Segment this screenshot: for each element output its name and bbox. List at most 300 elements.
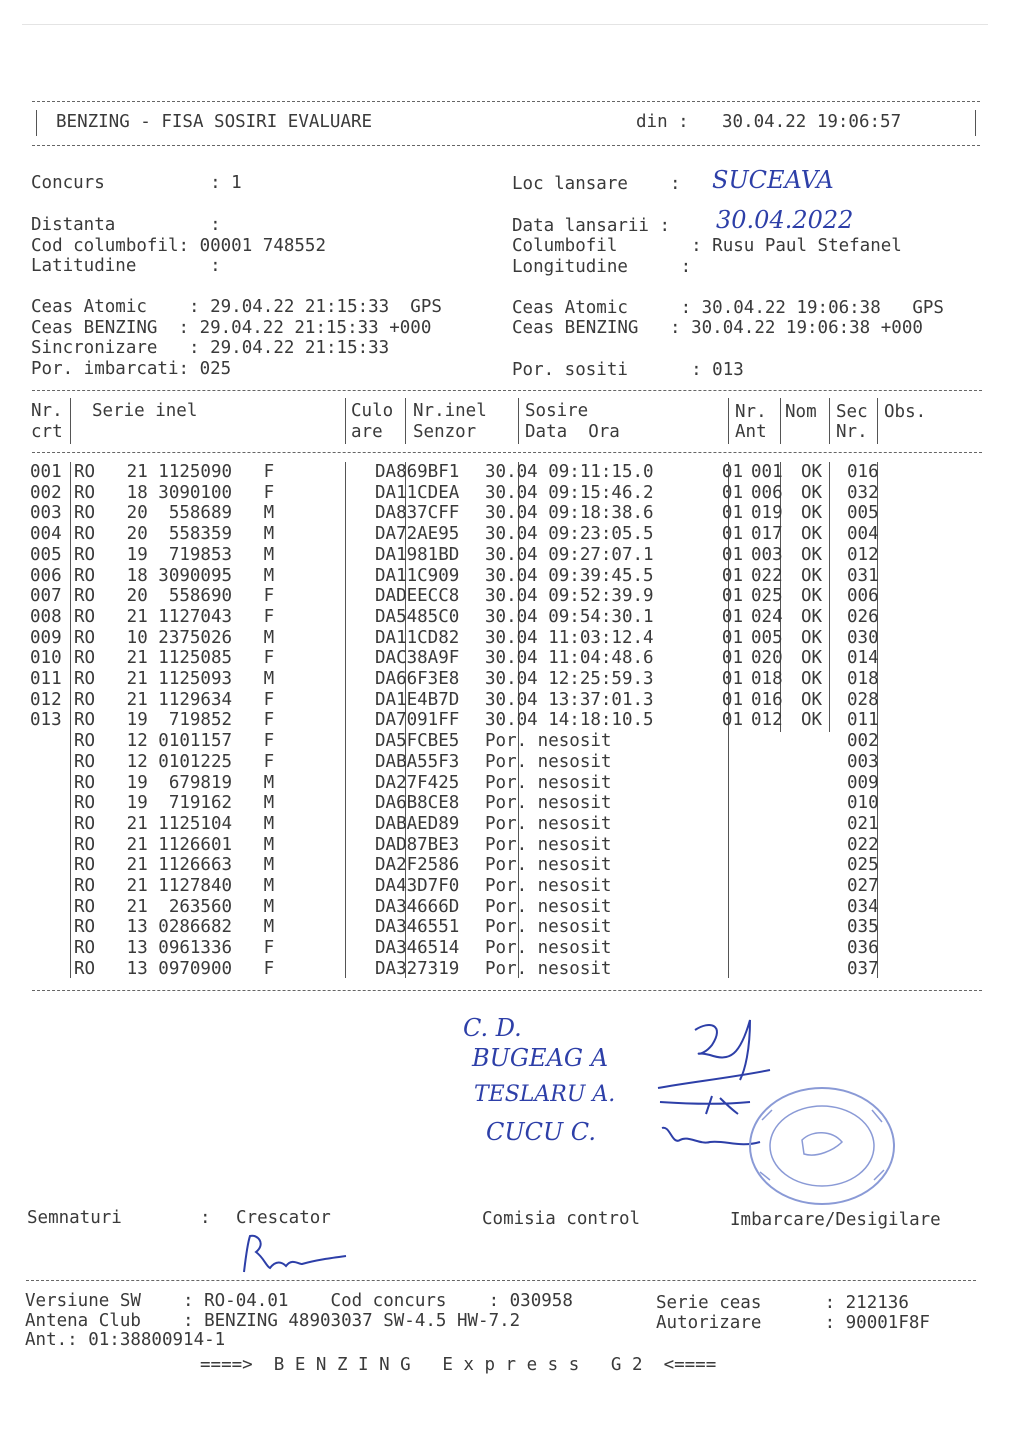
row-nom: 001: [751, 462, 783, 482]
col-sep-3: [405, 398, 406, 444]
row-nr-ant: [691, 773, 747, 794]
row-nr: 005: [30, 544, 62, 565]
row-nom: [747, 773, 797, 794]
table-row: [30, 773, 937, 794]
row-serie-inel: RO 21 1125090 F: [74, 462, 275, 482]
row-culoare: [314, 855, 370, 876]
row-serie-inel: RO 13 0961336 F: [74, 938, 275, 959]
row-nom: [747, 959, 797, 980]
row-serie-inel: RO 21 1127840 M: [74, 876, 275, 897]
row-nom: [747, 731, 797, 752]
row-nom: [747, 938, 797, 959]
row-sec: [797, 938, 841, 959]
row-nr: 004: [30, 524, 62, 545]
row-culoare: [314, 835, 370, 856]
col-head-are: are: [351, 422, 383, 442]
row-culoare: [314, 586, 370, 607]
row-nr: 003: [30, 503, 62, 524]
table-row: [30, 669, 937, 690]
col-sep-2: [345, 398, 346, 444]
row-nr-ant: 01: [721, 524, 743, 545]
row-senzor: DA5485C0: [375, 606, 460, 627]
signature-imbarcare-label: Imbarcare/Desigilare: [730, 1210, 941, 1230]
row-nr-ant: 01: [721, 565, 743, 586]
row-nr-ant: [691, 959, 747, 980]
row-senzor: DA869BF1: [375, 462, 460, 482]
row-sosire: Por. nesosit: [485, 834, 612, 855]
table-row: [30, 566, 937, 587]
col-sep-8: [877, 398, 878, 444]
row-nr-ant: 01: [721, 669, 743, 690]
row-serie-inel: RO 20 558359 M: [74, 524, 275, 545]
row-nr: [30, 793, 74, 814]
row-sec: [797, 793, 841, 814]
signatures-label: Semnaturi: [27, 1208, 122, 1228]
row-culoare: [314, 773, 370, 794]
row-sec: [797, 959, 841, 980]
row-nr: [30, 773, 74, 794]
table-row: [30, 876, 937, 897]
report-date-value: 30.04.22 19:06:57: [722, 112, 902, 132]
row-culoare: [314, 483, 370, 504]
row-nom: 016: [751, 689, 783, 710]
row-culoare: [314, 462, 370, 483]
row-sosire: 30.04 09:18:38.6: [485, 503, 654, 524]
report-date-label: din :: [636, 112, 689, 132]
row-sosire: 30.04 14:18:10.5: [485, 710, 654, 731]
col-sep-4: [518, 398, 519, 444]
row-serie-inel: RO 21 1127043 F: [74, 606, 275, 627]
table-row: [30, 814, 937, 835]
row-nr: 002: [30, 482, 62, 503]
col-head-data-ora: Data Ora: [525, 422, 620, 442]
row-culoare: [314, 648, 370, 669]
row-serie-inel: RO 19 679819 M: [74, 772, 275, 793]
row-obs: 018: [847, 669, 879, 690]
row-culoare: [314, 503, 370, 524]
row-obs: 035: [847, 917, 879, 938]
row-nr: [30, 814, 74, 835]
handwritten-data-lansarii: 30.04.2022: [716, 206, 854, 234]
table-row: [30, 545, 937, 566]
signatures-sep: :: [200, 1208, 211, 1228]
row-senzor: DA11C909: [375, 565, 460, 586]
row-serie-inel: RO 13 0286682 M: [74, 917, 275, 938]
crescator-signature: [236, 1230, 356, 1280]
col-head-ant: Ant: [735, 422, 767, 442]
row-sec: [797, 855, 841, 876]
row-nom: [747, 793, 797, 814]
info-por-imbarcati: Por. imbarcati: 025: [31, 359, 232, 379]
info-por-sositi: Por. sositi : 013: [512, 360, 744, 380]
info-ceas-atomic-right: Ceas Atomic : 30.04.22 19:06:38 GPS: [512, 298, 944, 318]
table-row: [30, 607, 937, 628]
row-obs: 009: [847, 772, 879, 793]
row-culoare: [314, 607, 370, 628]
col-head-nom: Nom: [785, 402, 817, 422]
row-senzor: DA2F2586: [375, 855, 460, 876]
info-sincronizare: Sincronizare : 29.04.22 21:15:33: [31, 338, 390, 358]
row-sosire: 30.04 11:03:12.4: [485, 627, 654, 648]
row-nom: 003: [751, 544, 783, 565]
row-culoare: [314, 752, 370, 773]
info-data-lansarii: Data lansarii :: [512, 216, 671, 236]
row-senzor: DA43D7F0: [375, 876, 460, 897]
row-serie-inel: RO 18 3090095 M: [74, 565, 275, 586]
row-nr: [30, 959, 74, 980]
row-culoare: [314, 959, 370, 980]
row-serie-inel: RO 10 2375026 M: [74, 627, 275, 648]
row-culoare: [314, 938, 370, 959]
row-serie-inel: RO 21 1129634 F: [74, 689, 275, 710]
row-sec: OK: [801, 482, 823, 503]
row-nr: 007: [30, 586, 62, 607]
row-sec: OK: [801, 710, 823, 731]
row-nr-ant: 01: [721, 606, 743, 627]
row-serie-inel: RO 21 1125104 M: [74, 813, 275, 834]
info-cod-columbofil: Cod columbofil: 00001 748552: [31, 236, 327, 256]
col-head-sec: Sec: [836, 402, 868, 422]
row-sec: OK: [801, 544, 823, 565]
col-head-obs: Obs.: [884, 402, 927, 422]
row-senzor: DA11CD82: [375, 627, 460, 648]
info-longitudine: Longitudine :: [512, 257, 692, 277]
signature-comisia-label: Comisia control: [482, 1209, 641, 1229]
row-obs: 016: [847, 462, 879, 482]
row-culoare: [314, 876, 370, 897]
table-row: [30, 938, 937, 959]
row-nr-ant: 01: [721, 586, 743, 607]
row-sosire: 30.04 09:15:46.2: [485, 482, 654, 503]
row-culoare: [314, 793, 370, 814]
row-nom: 024: [751, 606, 783, 627]
row-sec: OK: [801, 669, 823, 690]
row-sosire: Por. nesosit: [485, 731, 612, 752]
row-serie-inel: RO 21 263560 M: [74, 896, 275, 917]
row-sosire: Por. nesosit: [485, 855, 612, 876]
row-serie-inel: RO 21 1126601 M: [74, 834, 275, 855]
row-senzor: DABA55F3: [375, 751, 460, 772]
row-nom: [747, 876, 797, 897]
row-senzor: DA72AE95: [375, 524, 460, 545]
row-nom: 006: [751, 482, 783, 503]
row-serie-inel: RO 20 558690 F: [74, 586, 275, 607]
table-row: [30, 917, 937, 938]
table-row: [30, 752, 937, 773]
row-sosire: Por. nesosit: [485, 793, 612, 814]
info-ceas-benzing-right: Ceas BENZING : 30.04.22 19:06:38 +000: [512, 318, 923, 338]
row-sosire: Por. nesosit: [485, 896, 612, 917]
footer-antenna-id: Ant.: 01:38800914-1: [25, 1330, 226, 1350]
col-sep-5: [728, 398, 729, 444]
table-row: [30, 959, 937, 980]
row-nr: 011: [30, 669, 62, 690]
handwritten-commission-1: C. D.: [463, 1014, 522, 1042]
table-row: [30, 855, 937, 876]
row-obs: 012: [847, 544, 879, 565]
row-sosire: 30.04 09:11:15.0: [485, 462, 654, 482]
row-nr: 010: [30, 648, 62, 669]
row-nr-ant: [691, 855, 747, 876]
footer-version: Versiune SW : RO-04.01 Cod concurs : 030958: [25, 1291, 573, 1311]
row-obs: 034: [847, 896, 879, 917]
row-serie-inel: RO 18 3090100 F: [74, 482, 275, 503]
table-row: [30, 503, 937, 524]
page-top-rule: [22, 24, 988, 25]
row-nr: [30, 752, 74, 773]
row-sec: [797, 752, 841, 773]
row-nr: [30, 917, 74, 938]
row-nr-ant: 01: [721, 627, 743, 648]
row-nom: [747, 752, 797, 773]
col-head-nr: Nr.: [31, 401, 63, 421]
row-senzor: DAC38A9F: [375, 648, 460, 669]
row-senzor: DA346514: [375, 938, 460, 959]
row-nom: 018: [751, 669, 783, 690]
row-nr-ant: 01: [721, 503, 743, 524]
col-sep-1: [70, 398, 71, 444]
table-row: [30, 731, 937, 752]
footer-autorizare: Autorizare : 90001F8F: [656, 1313, 930, 1333]
row-culoare: [314, 669, 370, 690]
row-nr-ant: 01: [721, 482, 743, 503]
row-sosire: 30.04 09:39:45.5: [485, 565, 654, 586]
col-head-sosire: Sosire: [525, 401, 589, 421]
table-row: [30, 793, 937, 814]
col-head-senzor: Senzor: [413, 422, 477, 442]
row-sosire: 30.04 09:52:39.9: [485, 586, 654, 607]
row-senzor: DA1E4B7D: [375, 689, 460, 710]
row-nr: 008: [30, 606, 62, 627]
row-serie-inel: RO 12 0101157 F: [74, 731, 275, 752]
col-sep-7: [829, 398, 830, 444]
row-sosire: 30.04 13:37:01.3: [485, 689, 654, 710]
row-senzor: DA34666D: [375, 896, 460, 917]
row-serie-inel: RO 12 0101225 F: [74, 751, 275, 772]
table-bottom-rule: [32, 990, 982, 991]
col-head-serie-inel: Serie inel: [92, 401, 198, 421]
row-sec: OK: [801, 648, 823, 669]
row-nr-ant: 01: [721, 689, 743, 710]
row-obs: 005: [847, 503, 879, 524]
row-nr-ant: [691, 938, 747, 959]
row-nom: 020: [751, 648, 783, 669]
row-nr-ant: [691, 897, 747, 918]
row-culoare: [314, 628, 370, 649]
row-nom: [747, 917, 797, 938]
row-senzor: DABAED89: [375, 813, 460, 834]
row-culoare: [314, 710, 370, 731]
row-sosire: 30.04 11:04:48.6: [485, 648, 654, 669]
row-sec: OK: [801, 627, 823, 648]
row-senzor: DA327319: [375, 958, 460, 979]
col-head-crt: crt: [31, 422, 63, 442]
handwritten-commission-4: CUCU C.: [486, 1118, 596, 1146]
arrivals-table: [30, 462, 937, 980]
row-sec: OK: [801, 586, 823, 607]
row-nr-ant: [691, 814, 747, 835]
row-senzor: DA346551: [375, 917, 460, 938]
row-nom: 005: [751, 627, 783, 648]
col-head-nr-ant: Nr.: [735, 402, 767, 422]
row-nr: [30, 876, 74, 897]
info-ceas-benzing-left: Ceas BENZING : 29.04.22 21:15:33 +000: [31, 318, 432, 338]
row-obs: 028: [847, 689, 879, 710]
row-senzor: DA1981BD: [375, 544, 460, 565]
row-nom: [747, 814, 797, 835]
row-sec: OK: [801, 606, 823, 627]
row-sec: OK: [801, 689, 823, 710]
row-senzor: DA5FCBE5: [375, 731, 460, 752]
row-senzor: DA27F425: [375, 772, 460, 793]
row-nr-ant: [691, 835, 747, 856]
row-nr: [30, 938, 74, 959]
handwritten-commission-3: TESLARU A.: [474, 1082, 616, 1107]
arrivals-table-body: [30, 462, 937, 980]
col-head-culo: Culo: [351, 401, 394, 421]
row-culoare: [314, 566, 370, 587]
row-obs: 022: [847, 834, 879, 855]
row-senzor: DA66F3E8: [375, 669, 460, 690]
row-sec: OK: [801, 524, 823, 545]
row-sec: [797, 835, 841, 856]
row-senzor: DAD87BE3: [375, 834, 460, 855]
row-obs: 032: [847, 482, 879, 503]
footer-rule: [26, 1280, 976, 1281]
row-serie-inel: RO 21 1125093 M: [74, 669, 275, 690]
info-distanta: Distanta :: [31, 215, 221, 235]
row-sec: [797, 897, 841, 918]
header-left-border: [36, 110, 37, 136]
row-obs: 006: [847, 586, 879, 607]
row-sec: [797, 731, 841, 752]
row-nr: [30, 731, 74, 752]
row-nr: 013: [30, 710, 62, 731]
row-obs: 025: [847, 855, 879, 876]
row-serie-inel: RO 21 1126663 M: [74, 855, 275, 876]
info-loc-lansare: Loc lansare :: [512, 174, 681, 194]
row-nom: [747, 897, 797, 918]
row-sec: [797, 876, 841, 897]
row-obs: 030: [847, 627, 879, 648]
row-culoare: [314, 690, 370, 711]
row-obs: 002: [847, 731, 879, 752]
row-sec: OK: [801, 462, 823, 482]
row-sosire: Por. nesosit: [485, 751, 612, 772]
row-serie-inel: RO 19 719853 M: [74, 544, 275, 565]
row-culoare: [314, 731, 370, 752]
row-obs: 036: [847, 938, 879, 959]
row-sosire: 30.04 09:54:30.1: [485, 606, 654, 627]
row-nom: 019: [751, 503, 783, 524]
row-sec: [797, 773, 841, 794]
row-nr-ant: 01: [721, 710, 743, 731]
footer-brand: ====> B E N Z I N G E x p r e s s G 2 <====: [200, 1355, 717, 1375]
table-top-rule: [32, 390, 982, 391]
row-nr: [30, 835, 74, 856]
col-head-nr-inel: Nr.inel: [413, 401, 487, 421]
club-stamp: [742, 1080, 902, 1210]
row-obs: 010: [847, 793, 879, 814]
info-latitudine: Latitudine :: [31, 256, 221, 276]
row-sosire: Por. nesosit: [485, 938, 612, 959]
row-nr-ant: [691, 917, 747, 938]
row-obs: 014: [847, 648, 879, 669]
row-culoare: [314, 524, 370, 545]
row-senzor: DA7091FF: [375, 710, 460, 731]
row-serie-inel: RO 20 558689 M: [74, 503, 275, 524]
row-serie-inel: RO 21 1125085 F: [74, 648, 275, 669]
info-concurs: Concurs : 1: [31, 173, 242, 193]
handwritten-loc-lansare: SUCEAVA: [712, 166, 834, 194]
header-right-border: [975, 110, 976, 136]
row-culoare: [314, 917, 370, 938]
row-serie-inel: RO 13 0970900 F: [74, 958, 275, 979]
row-nom: 022: [751, 565, 783, 586]
row-nr-ant: 01: [721, 462, 743, 482]
row-obs: 027: [847, 876, 879, 897]
row-nr-ant: 01: [721, 544, 743, 565]
row-sosire: Por. nesosit: [485, 876, 612, 897]
row-sec: [797, 917, 841, 938]
row-culoare: [314, 814, 370, 835]
row-nr: 001: [30, 462, 62, 482]
row-nom: 025: [751, 586, 783, 607]
signature-crescator-label: Crescator: [236, 1208, 331, 1228]
row-sosire: 30.04 12:25:59.3: [485, 669, 654, 690]
footer-antena-club: Antena Club : BENZING 48903037 SW-4.5 HW-7.2: [25, 1311, 521, 1331]
row-nr-ant: [691, 793, 747, 814]
table-row: [30, 483, 937, 504]
row-senzor: DADEECC8: [375, 586, 460, 607]
row-nr: 009: [30, 627, 62, 648]
col-head-sec-nr: Nr.: [836, 422, 868, 442]
table-row: [30, 835, 937, 856]
table-row: [30, 462, 937, 483]
info-columbofil: Columbofil : Rusu Paul Stefanel: [512, 236, 902, 256]
row-senzor: DA837CFF: [375, 503, 460, 524]
row-nr: 012: [30, 689, 62, 710]
row-serie-inel: RO 19 719162 M: [74, 793, 275, 814]
row-nom: [747, 855, 797, 876]
row-obs: 003: [847, 751, 879, 772]
row-sosire: Por. nesosit: [485, 917, 612, 938]
table-row: [30, 586, 937, 607]
row-sosire: Por. nesosit: [485, 813, 612, 834]
table-header-rule: [32, 452, 982, 453]
info-ceas-atomic-left: Ceas Atomic : 29.04.22 21:15:33 GPS: [31, 297, 442, 317]
row-obs: 011: [847, 710, 879, 731]
table-row: [30, 648, 937, 669]
footer-serie-ceas: Serie ceas : 212136: [656, 1293, 909, 1313]
header-bottom-border: [32, 145, 980, 146]
row-nom: 012: [751, 710, 783, 731]
row-nr-ant: [691, 731, 747, 752]
table-row: [30, 710, 937, 731]
row-culoare: [314, 545, 370, 566]
row-obs: 004: [847, 524, 879, 545]
row-obs: 031: [847, 565, 879, 586]
row-sosire: 30.04 09:27:07.1: [485, 544, 654, 565]
row-nr-ant: [691, 752, 747, 773]
row-nr: 006: [30, 565, 62, 586]
row-nr-ant: 01: [721, 648, 743, 669]
row-nr: [30, 855, 74, 876]
row-sosire: 30.04 09:23:05.5: [485, 524, 654, 545]
row-obs: 026: [847, 606, 879, 627]
row-obs: 037: [847, 958, 879, 979]
col-sep-6: [780, 398, 781, 444]
